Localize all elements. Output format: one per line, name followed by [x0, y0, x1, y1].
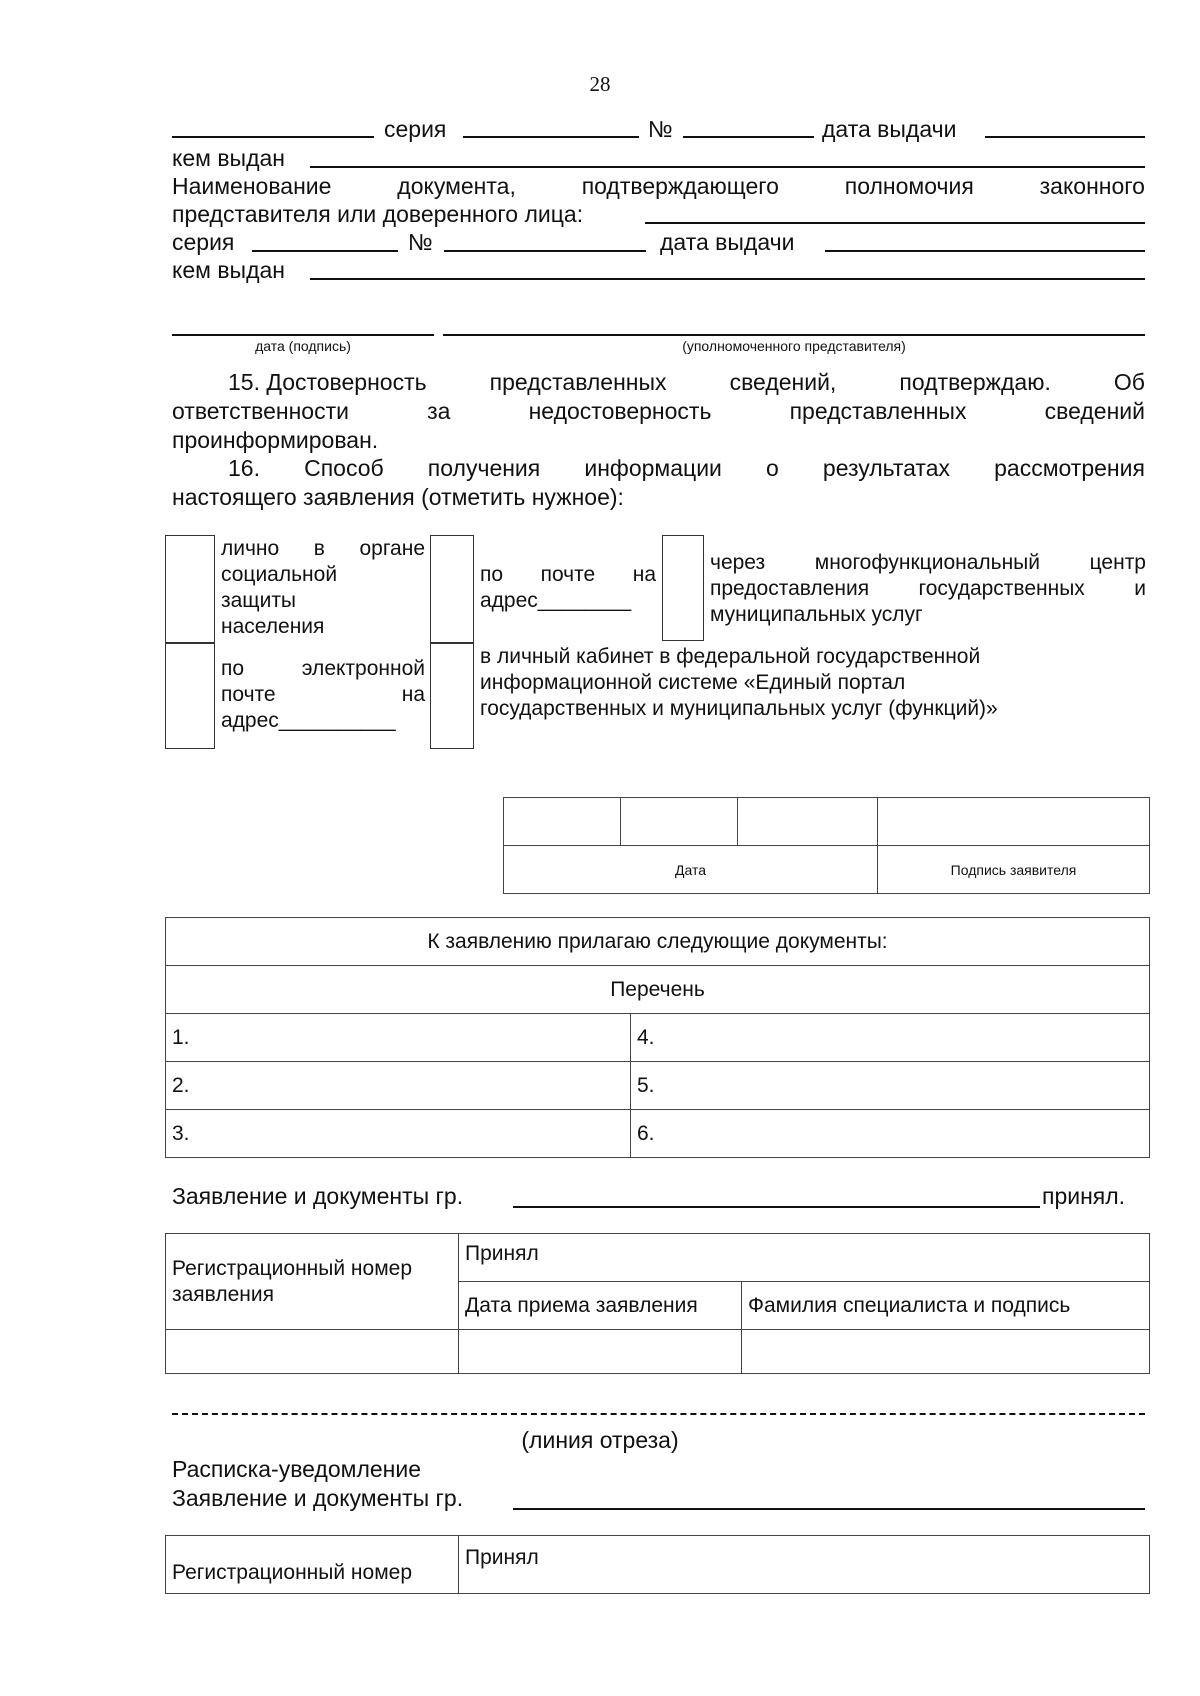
cut-line-label: (линия отреза): [521, 1427, 679, 1453]
attachment-item-4[interactable]: 4.: [631, 1014, 1150, 1062]
signature-caption: Подпись заявителя: [878, 846, 1150, 894]
option-portal-line: государственных и муниципальных услуг (функций)»: [480, 697, 998, 720]
option-by-mail-line: по почте на: [480, 563, 656, 586]
attachments-list-label: Перечень: [166, 966, 1150, 1014]
word: законного: [1039, 173, 1145, 199]
option-mfc-line: через многофункциональный центр: [710, 551, 1146, 574]
word: за: [427, 398, 451, 424]
receipt-docs-prefix: Заявление и документы гр.: [172, 1485, 464, 1511]
date-day-cell[interactable]: [504, 798, 621, 846]
word: подтверждающего: [581, 173, 779, 199]
representative-caption: (уполномоченного представителя): [682, 338, 906, 354]
attachments-table: [165, 917, 1150, 1158]
word: недостоверность: [528, 398, 712, 424]
accept-date-cell[interactable]: [459, 1330, 742, 1374]
number-field[interactable]: [683, 136, 814, 138]
item15-line1: [228, 368, 1145, 396]
date-year-cell[interactable]: [738, 798, 878, 846]
option-by-mail: [480, 562, 656, 614]
checkbox-by-email[interactable]: [165, 643, 215, 749]
issue-date-field[interactable]: [985, 136, 1145, 138]
accepted-name-field[interactable]: [513, 1206, 1040, 1208]
checkbox-in-person[interactable]: [165, 535, 215, 643]
receipt-table: [165, 1535, 1150, 1594]
registration-table: [165, 1233, 1150, 1374]
word: результатах: [822, 455, 951, 481]
item16-line2: настоящего заявления (отметить нужное):: [172, 484, 624, 510]
word: подтверждаю.: [899, 369, 1051, 395]
word: 15. Достоверность: [228, 369, 427, 395]
item15-line2: [172, 397, 1145, 425]
issued-by-field-2[interactable]: [310, 278, 1145, 280]
number-label-2: №: [408, 229, 433, 255]
option-by-email-line: по электронной: [221, 657, 425, 680]
word: сведений: [1044, 398, 1145, 424]
number-label: №: [648, 116, 673, 142]
date-signature-caption: дата (подпись): [255, 338, 351, 354]
accepted-suffix: принял.: [1042, 1183, 1126, 1209]
reg-number-header: Регистрационный номер заявления: [166, 1234, 459, 1330]
issued-by-label-2: кем выдан: [172, 257, 285, 283]
option-portal: [480, 644, 1140, 722]
option-mfc-line: предоставления государственных и: [710, 577, 1146, 600]
accept-date-header: Дата приема заявления: [459, 1282, 742, 1330]
item16-line1: [228, 454, 1145, 482]
reg-number-cell[interactable]: [166, 1330, 459, 1374]
option-portal-line: в личный кабинет в федеральной государственной: [480, 645, 981, 668]
word: рассмотрения: [994, 455, 1145, 481]
option-in-person-line: защиты: [221, 589, 297, 612]
word: полномочия: [844, 173, 974, 199]
option-in-person: [221, 536, 425, 640]
word: документа,: [397, 173, 516, 199]
issued-by-field[interactable]: [310, 166, 1145, 168]
option-portal-line: информационной системе «Единый портал: [480, 671, 906, 694]
word: Об: [1113, 369, 1145, 395]
word: информации: [584, 455, 722, 481]
issue-date-label: дата выдачи: [822, 116, 957, 142]
issued-by-label: кем выдан: [172, 145, 285, 171]
authority-doc-field[interactable]: [645, 222, 1145, 224]
word: сведений,: [729, 369, 837, 395]
date-signature-field[interactable]: [172, 334, 434, 336]
date-month-cell[interactable]: [621, 798, 738, 846]
series-field-2[interactable]: [252, 250, 398, 252]
receipt-name-field[interactable]: [513, 1508, 1145, 1510]
option-mfc: [710, 550, 1146, 628]
option-in-person-line: населения: [221, 615, 325, 638]
accepted-prefix: Заявление и документы гр.: [172, 1183, 464, 1209]
item15-line3: проинформирован.: [172, 427, 379, 453]
option-in-person-line: социальной: [221, 563, 338, 586]
word: представленных: [789, 398, 967, 424]
receipt-reg-number: Регистрационный номер: [166, 1536, 459, 1594]
doc-name-line1: [172, 172, 1145, 200]
word: Способ: [304, 455, 384, 481]
receipt-title: Расписка-уведомление: [172, 1456, 422, 1482]
receipt-accepted: Принял: [459, 1536, 1150, 1594]
issue-date-label-2: дата выдачи: [660, 229, 795, 255]
series-field[interactable]: [463, 136, 639, 138]
word: ответственности: [172, 398, 349, 424]
series-label: серия: [384, 116, 447, 142]
checkbox-portal[interactable]: [430, 643, 474, 749]
word: получения: [427, 455, 541, 481]
option-by-mail-line: адрес________: [480, 589, 632, 612]
word: о: [766, 455, 779, 481]
option-in-person-line: лично в органе: [221, 537, 425, 560]
attachments-header: К заявлению прилагаю следующие документы:: [166, 918, 1150, 966]
doc-name-line2: представителя или доверенного лица:: [172, 201, 584, 227]
attachment-item-1[interactable]: 1.: [166, 1014, 631, 1062]
accepted-header: Принял: [459, 1234, 1150, 1282]
specialist-header: Фамилия специалиста и подпись: [742, 1282, 1150, 1330]
attachment-item-5[interactable]: 5.: [631, 1062, 1150, 1110]
number-field-2[interactable]: [444, 250, 646, 252]
series-label-2: серия: [172, 229, 235, 255]
signature-cell[interactable]: [878, 798, 1150, 846]
cut-line: [172, 1413, 1145, 1415]
issue-date-field-2[interactable]: [825, 250, 1145, 252]
word: Наименование: [172, 173, 332, 199]
option-mfc-line: муниципальных услуг: [710, 603, 923, 626]
word: 16.: [228, 455, 260, 481]
checkbox-by-mail[interactable]: [430, 535, 474, 643]
attachment-item-3[interactable]: 3.: [166, 1110, 631, 1158]
document-type-field[interactable]: [172, 136, 374, 138]
attachment-item-6[interactable]: 6.: [631, 1110, 1150, 1158]
checkbox-mfc[interactable]: [662, 535, 704, 641]
page-number: 28: [589, 72, 611, 96]
word: представленных: [489, 369, 667, 395]
option-by-email-line: почте на: [221, 683, 425, 706]
specialist-cell[interactable]: [742, 1330, 1150, 1374]
date-signature-table: [503, 797, 1150, 894]
option-by-email-line: адрес__________: [221, 709, 396, 732]
option-by-email: [221, 656, 425, 734]
attachment-item-2[interactable]: 2.: [166, 1062, 631, 1110]
date-caption: Дата: [504, 846, 878, 894]
representative-field[interactable]: [443, 334, 1145, 336]
